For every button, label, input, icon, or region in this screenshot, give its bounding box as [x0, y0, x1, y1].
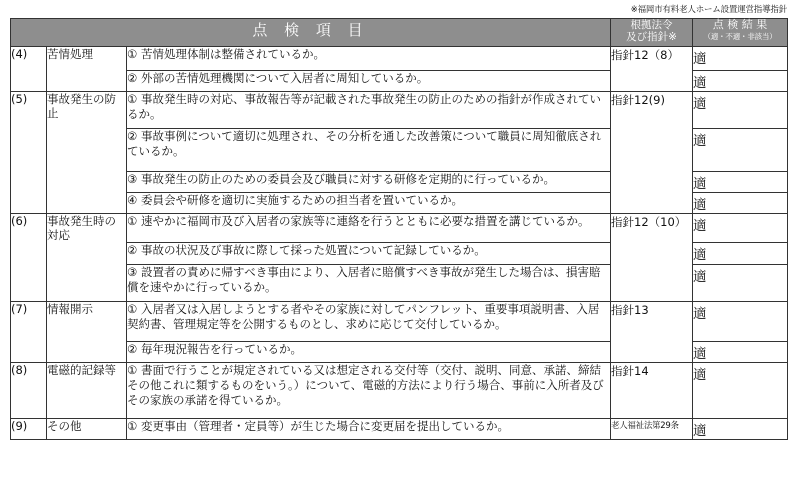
- header-basis-line2: 及び指針※: [626, 31, 677, 43]
- header-result: [693, 19, 788, 47]
- result-cell[interactable]: 適: [693, 302, 788, 342]
- check-item: ① 入居者又は入居しようとする者やその家族に対してパンフレット、重要事項説明書、入居契約書、管理規定等を公開するものとし、求めに応じて交付しているか。: [127, 302, 611, 342]
- section-number: (9): [11, 419, 47, 440]
- basis-cell: 指針12（8）: [611, 47, 693, 92]
- check-item: ② 事故の状況及び事故に際して採った処置について記録しているか。: [127, 243, 611, 265]
- table-row: [11, 214, 788, 243]
- check-item: ① 速やかに福岡市及び入居者の家族等に連絡を行うとともに必要な措置を講じているか。: [127, 214, 611, 243]
- basis-cell: 指針13: [611, 302, 693, 363]
- section-number: (7): [11, 302, 47, 363]
- inspection-table: [10, 18, 788, 440]
- section-number: (8): [11, 363, 47, 419]
- result-cell[interactable]: 適: [693, 129, 788, 172]
- basis-cell: 老人福祉法第29条: [611, 419, 693, 440]
- result-cell[interactable]: 適: [693, 172, 788, 193]
- check-item: ③ 事故発生の防止のための委員会及び職員に対する研修を定期的に行っているか。: [127, 172, 611, 193]
- check-item: ① 事故発生時の対応、事故報告等が記載された事故発生の防止のための指針が作成されているか。: [127, 92, 611, 129]
- section-number: (6): [11, 214, 47, 302]
- check-item: ② 外部の苦情処理機関について入居者に周知しているか。: [127, 71, 611, 92]
- result-cell[interactable]: 適: [693, 47, 788, 71]
- section-title: 事故発生の防止: [47, 92, 127, 214]
- check-item: ① 書面で行うことが規定されている又は想定される交付等（交付、説明、同意、承諾、締結その他これに類するものをいう。）について、電磁的方法により行う場合、事前に入所者及びその家族の承諾を得ているか。: [127, 363, 611, 419]
- basis-cell: 指針12（10）: [611, 214, 693, 302]
- basis-cell: 指針14: [611, 363, 693, 419]
- section-title: 事故発生時の対応: [47, 214, 127, 302]
- table-row: [11, 419, 788, 440]
- table-row: [11, 363, 788, 419]
- check-item: ② 事故事例について適切に処理され、その分析を通した改善策について職員に周知徹底されているか。: [127, 129, 611, 172]
- table-header-row: [11, 19, 788, 47]
- check-item: ④ 委員会や研修を適切に実施するための担当者を置いているか。: [127, 193, 611, 214]
- result-cell[interactable]: 適: [693, 71, 788, 92]
- result-cell[interactable]: 適: [693, 243, 788, 265]
- section-title: 情報開示: [47, 302, 127, 363]
- table-row: [11, 302, 788, 342]
- header-basis: [611, 19, 693, 47]
- result-cell[interactable]: 適: [693, 92, 788, 129]
- result-cell[interactable]: 適: [693, 193, 788, 214]
- check-item: ① 苦情処理体制は整備されているか。: [127, 47, 611, 71]
- header-result-line2: （適・不適・非該当）: [703, 32, 777, 41]
- section-number: (5): [11, 92, 47, 214]
- result-cell[interactable]: 適: [693, 363, 788, 419]
- check-item: ② 毎年現況報告を行っているか。: [127, 342, 611, 363]
- guideline-note: ※福岡市有料老人ホーム設置運営指導指針: [630, 5, 787, 15]
- header-result-line1: 点 検 結 果: [712, 18, 768, 31]
- header-items: 点 検 項 目: [11, 19, 611, 47]
- check-item: ① 変更事由（管理者・定員等）が生じた場合に変更届を提出しているか。: [127, 419, 611, 440]
- result-cell[interactable]: 適: [693, 342, 788, 363]
- table-row: [11, 47, 788, 71]
- result-cell[interactable]: 適: [693, 419, 788, 440]
- header-basis-line1: 根拠法令: [630, 19, 673, 31]
- result-cell[interactable]: 適: [693, 214, 788, 243]
- basis-cell: 指針12(9): [611, 92, 693, 214]
- table-body: [11, 47, 788, 440]
- check-item: ③ 設置者の責めに帰すべき事由により、入居者に賠償すべき事故が発生した場合は、損害賠償を速やかに行っているか。: [127, 265, 611, 302]
- table-row: [11, 92, 788, 129]
- section-title: その他: [47, 419, 127, 440]
- section-title: 電磁的記録等: [47, 363, 127, 419]
- section-title: 苦情処理: [47, 47, 127, 92]
- result-cell[interactable]: 適: [693, 265, 788, 302]
- section-number: (4): [11, 47, 47, 92]
